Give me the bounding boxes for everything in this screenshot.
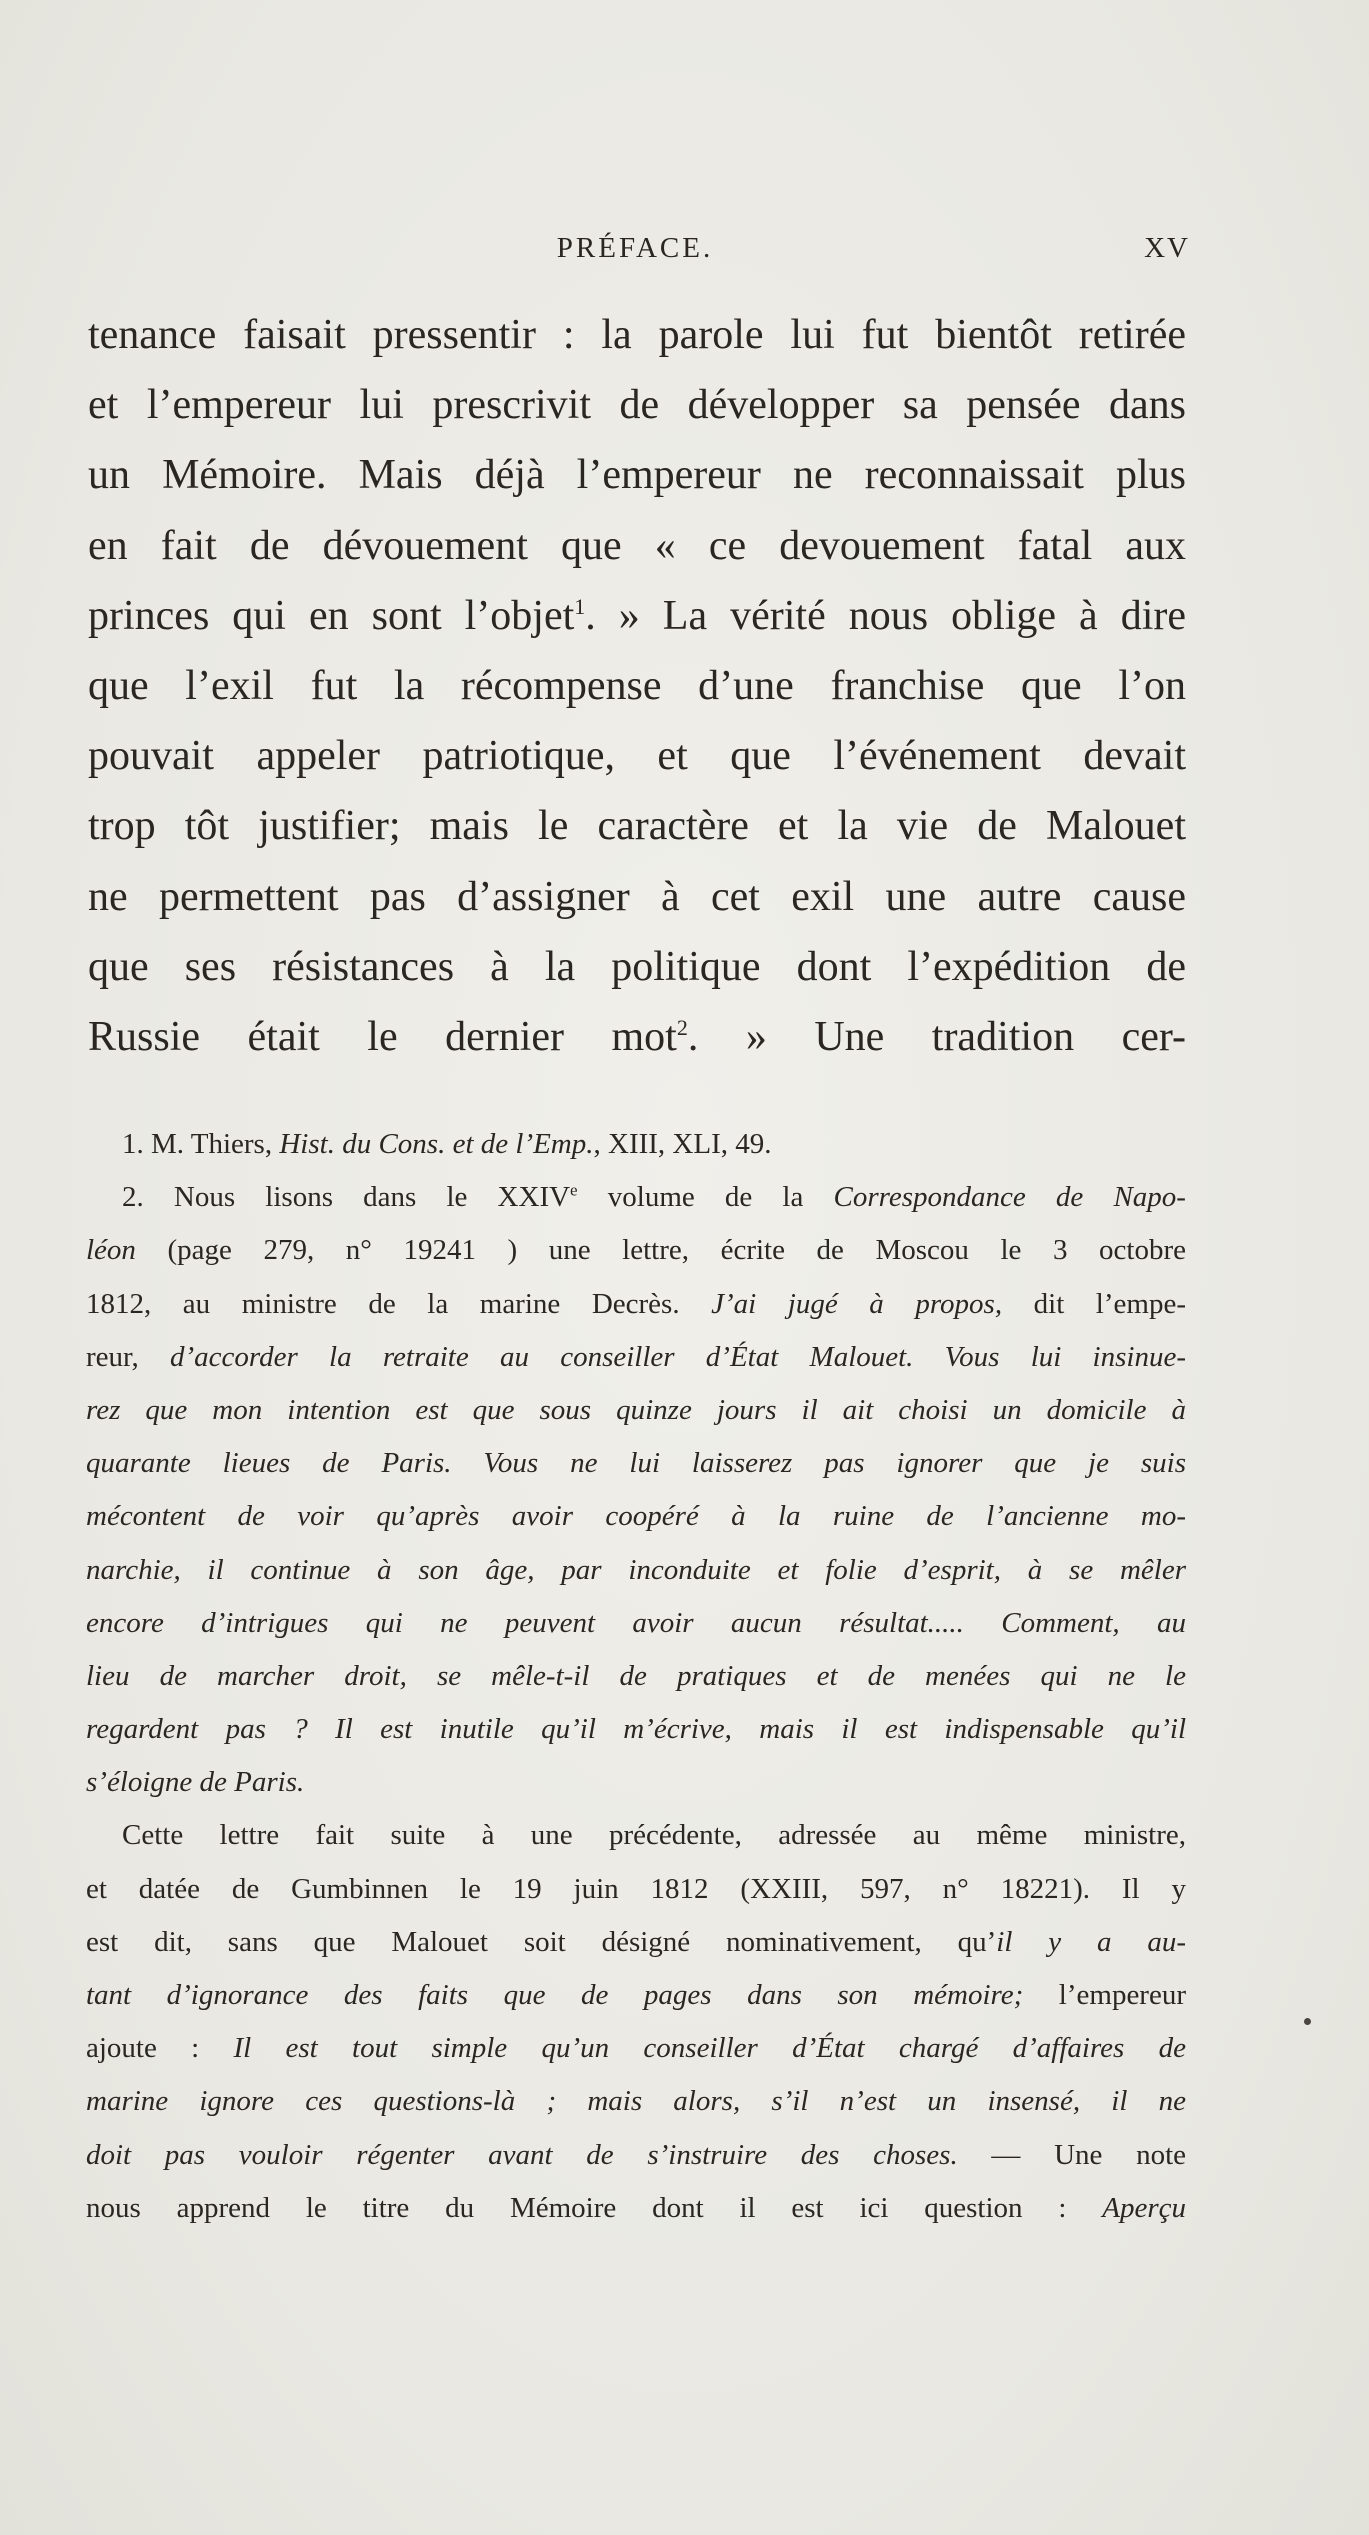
running-title: PRÉFACE.: [556, 232, 714, 264]
footnote-2-line: regardent pas ? Il est inutile qu’il m’écrive, mais il est indispensable qu’il: [86, 1713, 1186, 1746]
footnote-ref: 1: [574, 593, 586, 619]
footnote-2-line: et datée de Gumbinnen le 19 juin 1812 (XXIII, 597, n° 18221). Il y: [86, 1872, 1186, 1905]
body-line: en fait de dévouement que « ce devouement fatal aux: [88, 522, 1186, 569]
footnote-2-line: quarante lieues de Paris. Vous ne lui laisserez pas ignorer que je suis: [86, 1447, 1186, 1480]
body-line: que l’exil fut la récompense d’une franchise que l’on: [88, 662, 1186, 709]
footnote-2-line: marine ignore ces questions-là ; mais alors, s’il n’est un insensé, il ne: [86, 2085, 1186, 2118]
body-line: et l’empereur lui prescrivit de développer sa pensée dans: [88, 382, 1186, 429]
footnote-2-line: mécontent de voir qu’après avoir coopéré à la ruine de l’ancienne mo-: [86, 1500, 1186, 1533]
footnote-2-line: 2. Nous lisons dans le XXIVe volume de la Correspondance de Napo-: [122, 1180, 1186, 1214]
footnote-2-line: ajoute : Il est tout simple qu’un conseiller d’État chargé d’affaires de: [86, 2032, 1186, 2065]
main-text: [88, 300, 1186, 1072]
footnote-2-line: est dit, sans que Malouet soit désigné nominativement, qu’il y a au-: [86, 1925, 1186, 1958]
running-head: [80, 232, 1190, 272]
footnote-2-line: rez que mon intention est que sous quinze jours il ait choisi un domicile à: [86, 1393, 1186, 1426]
footnote-1: 1. M. Thiers, Hist. du Cons. et de l’Emp., XIII, XLI, 49.: [122, 1128, 772, 1160]
footnote-2-line: tant d’ignorance des faits que de pages dans son mémoire; l’empereur: [86, 1979, 1186, 2011]
footnote-2-line: lieu de marcher droit, se mêle-t-il de pratiques et de menées qui ne le: [86, 1659, 1186, 1692]
footnote-2-line: léon (page 279, n° 19241 ) une lettre, écrite de Moscou le 3 octobre: [86, 1234, 1186, 1267]
body-line: trop tôt justifier; mais le caractère et la vie de Malouet: [88, 803, 1186, 850]
footnote-2-line: narchie, il continue à son âge, par inconduite et folie d’esprit, à se mêler: [86, 1553, 1186, 1586]
body-line: pouvait appeler patriotique, et que l’événement devait: [88, 733, 1186, 780]
footnote-2-line: encore d’intrigues qui ne peuvent avoir aucun résultat..... Comment, au: [86, 1606, 1186, 1639]
footnote-ref: 2: [676, 1014, 688, 1040]
footnote-2-line: Cette lettre fait suite à une précédente, adressée au même ministre,: [122, 1819, 1186, 1852]
footnotes: [86, 1118, 1186, 2235]
body-line: Russie était le dernier mot$^2$. » Une tradition cer-: [88, 1013, 1186, 1060]
body-line: tenance faisait pressentir : la parole lui fut bientôt retirée: [88, 312, 1186, 358]
page-number: XV: [1144, 232, 1190, 264]
footnote-2-line: nous apprend le titre du Mémoire dont il est ici question : Aperçu: [86, 2191, 1186, 2224]
footnote-2-line: 1812, au ministre de la marine Decrès. J’ai jugé à propos, dit l’empe-: [86, 1287, 1186, 1320]
footnote-2-line: reur, d’accorder la retraite au conseiller d’État Malouet. Vous lui insinue-: [86, 1340, 1186, 1373]
ink-speck: [1304, 2018, 1311, 2025]
body-line: que ses résistances à la politique dont l’expédition de: [88, 943, 1186, 990]
body-line: ne permettent pas d’assigner à cet exil une autre cause: [88, 873, 1186, 920]
footnote-2-line: doit pas vouloir régenter avant de s’instruire des choses. — Une note: [86, 2138, 1187, 2171]
body-line: un Mémoire. Mais déjà l’empereur ne reconnaissait plus: [88, 452, 1186, 499]
body-line: princes qui en sont l’objet$^1$. » La vérité nous oblige à dire: [88, 592, 1186, 639]
footnote-2-line: s’éloigne de Paris.: [86, 1766, 305, 1799]
